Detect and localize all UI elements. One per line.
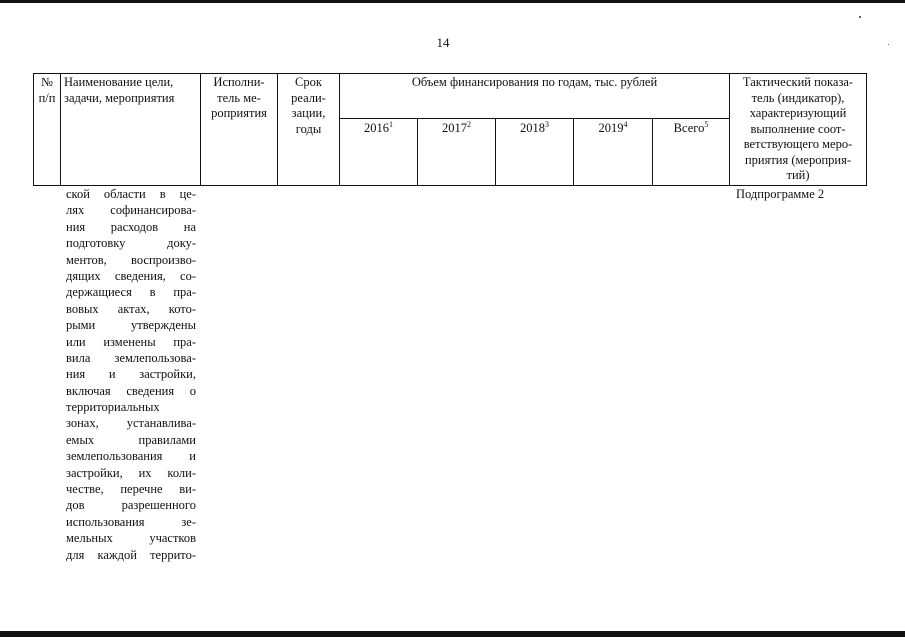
header-text-line: №: [41, 75, 53, 89]
indicator-text: Подпрограмме 2: [736, 187, 825, 201]
text-line: дов разрешенного: [66, 498, 196, 513]
text-line: землепользования и: [66, 449, 196, 464]
year-value: 2018: [520, 121, 545, 135]
scan-top-edge: [0, 0, 905, 3]
text-line: ментов, воспроизво-: [66, 252, 196, 267]
page-number: 14: [436, 35, 450, 50]
text-line: использования зе-: [66, 514, 196, 529]
header-text-line: тель (индикатор),: [751, 90, 845, 105]
header-cell-funding: [339, 73, 730, 119]
text-line: рыми утверждены: [66, 318, 196, 333]
text-line: ской области в це-: [66, 187, 196, 201]
year-value: 2019: [598, 121, 624, 135]
text-line: подготовку доку-: [66, 236, 196, 251]
header-text-line: п/п: [38, 90, 56, 105]
header-cell-term: [277, 73, 340, 186]
header-text-line: Исполни-: [213, 75, 265, 89]
scan-speck: [859, 16, 861, 18]
header-text-line: задачи, мероприятия: [64, 90, 175, 105]
footnote-mark: 1: [389, 119, 393, 129]
text-line: честве, перечне ви-: [66, 482, 196, 497]
header-text-line: выполнение соот-: [750, 121, 846, 136]
measure-description: [66, 186, 196, 563]
year-value: 2017: [442, 121, 467, 135]
year-label: [599, 120, 628, 137]
header-cell-year-2019: [573, 118, 653, 186]
header-text-line: тий): [786, 168, 810, 182]
scan-bottom-edge: [0, 631, 905, 637]
year-value: 2016: [364, 121, 389, 135]
header-cell-year-2018: [495, 118, 574, 186]
text-line: или изменены пра-: [66, 334, 196, 349]
header-text-line: тель ме-: [217, 90, 261, 105]
text-line: вовых актах, кото-: [66, 301, 196, 316]
header-cell-total: [652, 118, 730, 186]
footnote-mark: 4: [623, 119, 628, 129]
text-line: мельных участков: [66, 531, 196, 546]
text-line: ния расходов на: [66, 219, 196, 234]
text-line: лях софинансирова-: [66, 203, 196, 218]
header-text-line: Срок: [295, 75, 322, 89]
text-line: территориальных: [66, 400, 160, 415]
scan-speck: [888, 44, 889, 45]
footnote-mark: 2: [467, 119, 471, 129]
header-text-line: Наименование цели,: [64, 75, 174, 89]
header-text-line: Тактический показа-: [742, 75, 854, 89]
footnote-mark: 3: [545, 119, 549, 129]
header-text-line: реали-: [291, 90, 326, 105]
table-header: [33, 73, 867, 186]
header-text-line: Объем финансирования по годам, тыс. рублей: [411, 75, 658, 89]
text-line: зонах, устанавлива-: [66, 416, 196, 431]
text-line: дящих сведения, со-: [66, 268, 196, 283]
header-text-line: роприятия: [211, 106, 267, 120]
header-cell-number: [33, 73, 61, 186]
header-text-line: зации,: [291, 106, 326, 120]
header-cell-executor: [200, 73, 278, 186]
header-text-line: ветствующего меро-: [743, 137, 853, 151]
footnote-mark: 5: [704, 119, 709, 129]
text-line: для каждой террито-: [66, 547, 196, 562]
text-line: вила землепользова-: [66, 350, 196, 365]
text-line: включая сведения о: [66, 383, 196, 398]
header-text-line: приятия (мероприя-: [744, 152, 852, 167]
year-label: [442, 120, 471, 137]
text-line: ния и застройки,: [66, 367, 196, 382]
header-cell-year-2017: [417, 118, 496, 186]
year-label: [674, 120, 709, 137]
text-line: емых правилами: [66, 432, 196, 447]
header-cell-indicator: [729, 73, 867, 186]
header-text-line: характеризующий: [749, 106, 847, 120]
header-cell-name: [60, 73, 201, 186]
header-cell-year-2016: [339, 118, 418, 186]
year-value: Всего: [673, 121, 705, 135]
year-label: [364, 120, 393, 137]
text-line: застройки, их коли-: [66, 465, 196, 480]
text-line: держащиеся в пра-: [66, 285, 196, 300]
header-text-line: годы: [295, 121, 322, 136]
year-label: [520, 120, 549, 137]
